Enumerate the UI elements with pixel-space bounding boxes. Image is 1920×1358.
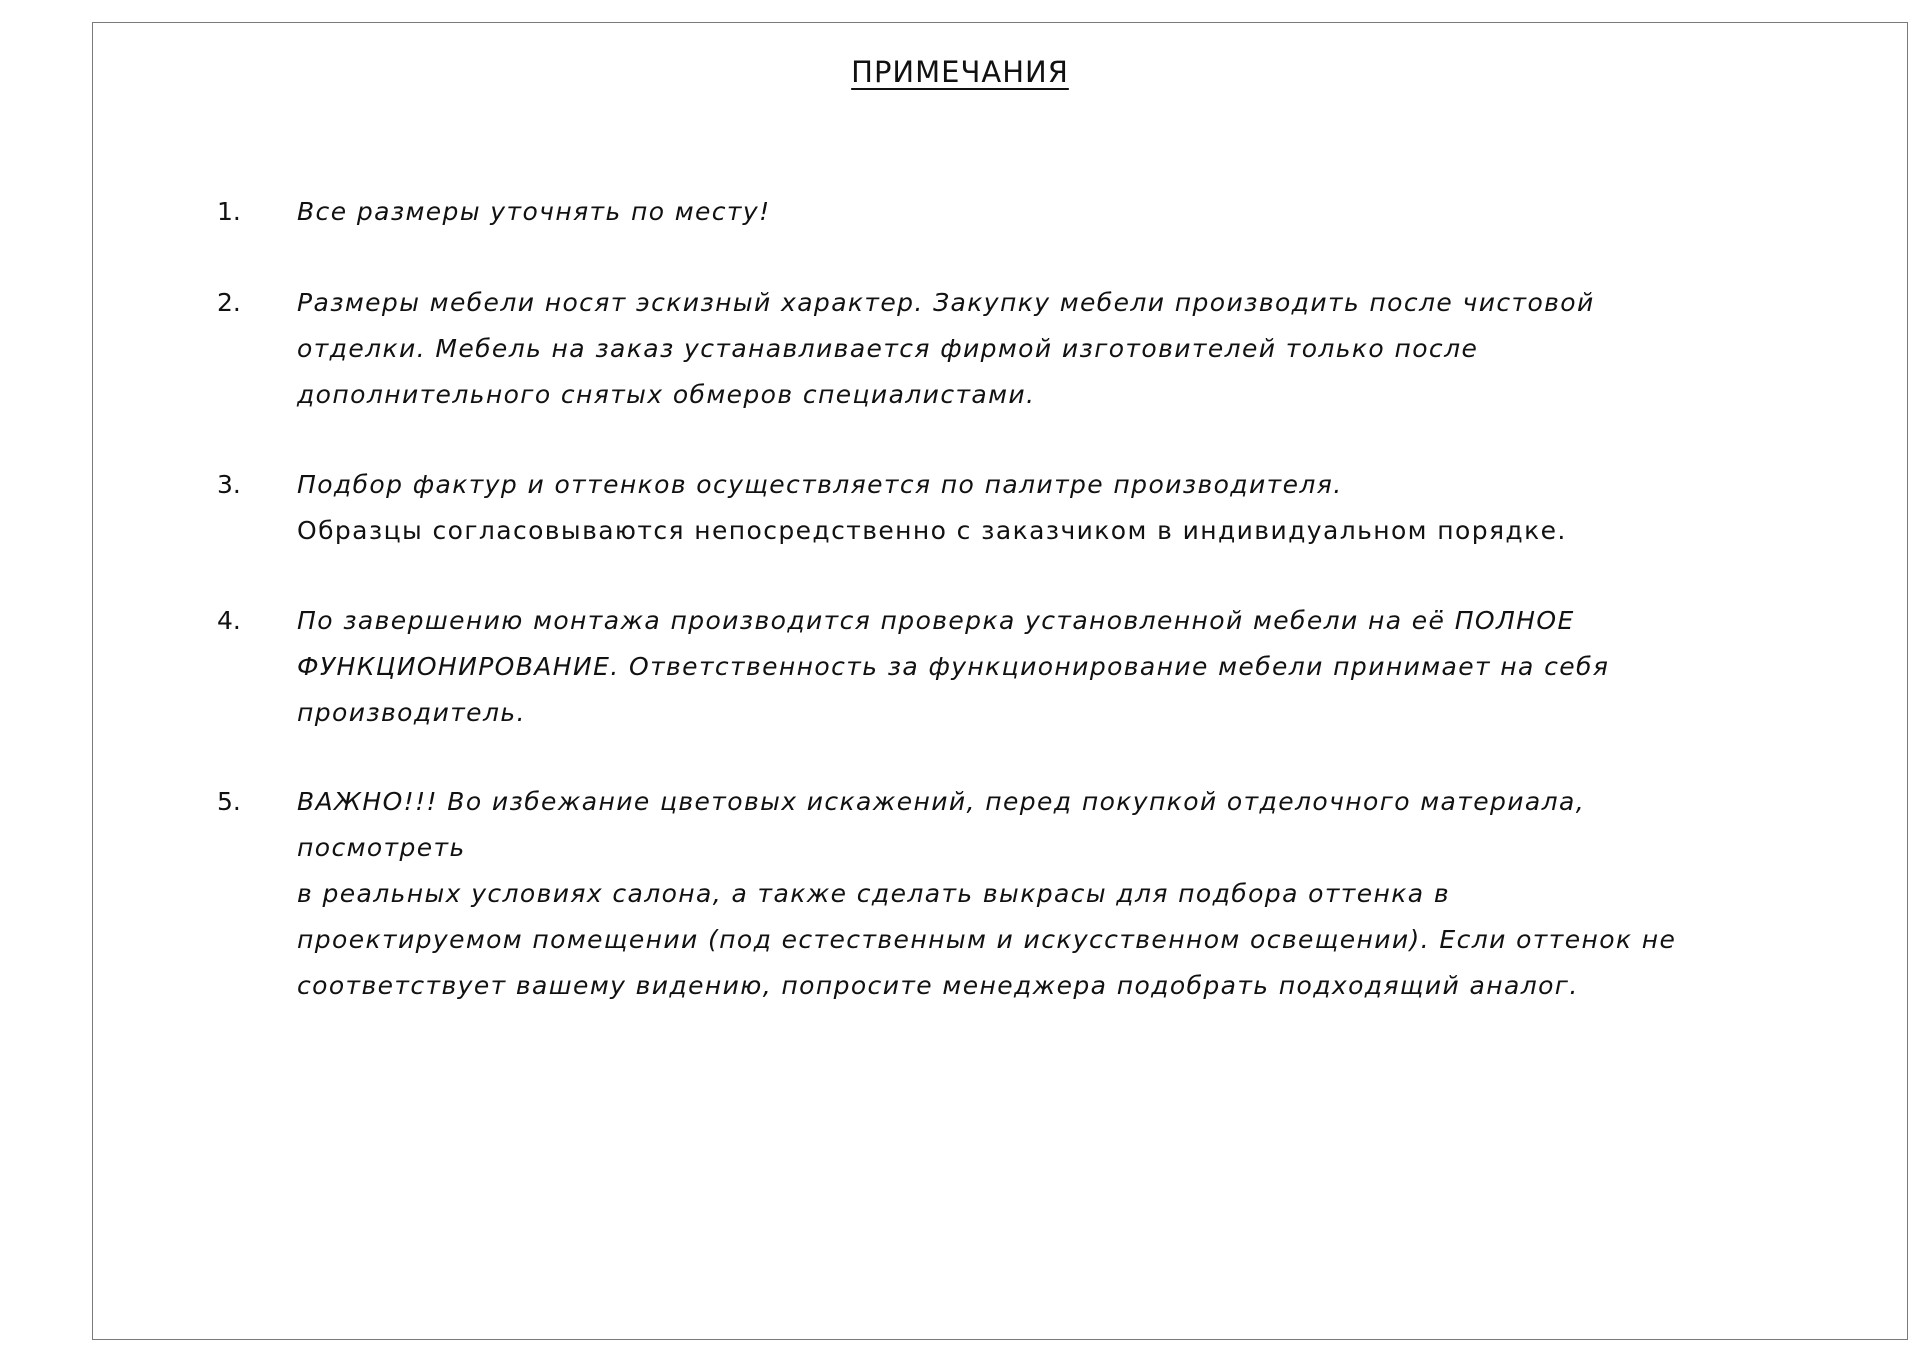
note-line: в реальных условиях салона, а также сделать выкрасы для подбора оттенка в	[297, 879, 1450, 908]
note-line: ВАЖНО!!! Во избежание цветовых искажений, перед покупкой отделочного материала,	[297, 787, 1586, 816]
note-line: Подбор фактур и оттенков осуществляется по палитре производителя.	[297, 470, 1343, 499]
note-number: 3.	[217, 470, 241, 499]
note-line: По завершению монтажа производится проверка установленной мебели на её ПОЛНОЕ	[297, 606, 1575, 635]
note-number: 4.	[217, 606, 241, 635]
note-line: посмотреть	[297, 833, 466, 862]
note-line: Все размеры уточнять по месту!	[297, 197, 771, 226]
note-line: соответствует вашему видению, попросите менеджера подобрать подходящий аналог.	[297, 971, 1579, 1000]
note-line: Образцы согласовываются непосредственно с заказчиком в индивидуальном порядке.	[297, 516, 1567, 545]
note-number: 1.	[217, 197, 241, 226]
note-line: ФУНКЦИОНИРОВАНИЕ. Ответственность за функционирование мебели принимает на себя	[297, 652, 1610, 681]
note-line: проектируемом помещении (под естественным и искусственном освещении). Если оттенок не	[297, 925, 1677, 954]
note-line: производитель.	[297, 698, 526, 727]
note-number: 5.	[217, 787, 241, 816]
page-title	[0, 52, 1920, 92]
note-number: 2.	[217, 288, 241, 317]
notes-title-text: ПРИМЕЧАНИЯ	[851, 55, 1069, 89]
note-line: отделки. Мебель на заказ устанавливается фирмой изготовителей только после	[297, 334, 1479, 363]
note-line: дополнительного снятых обмеров специалистами.	[297, 380, 1036, 409]
note-line: Размеры мебели носят эскизный характер. Закупку мебели производить после чистовой	[297, 288, 1595, 317]
